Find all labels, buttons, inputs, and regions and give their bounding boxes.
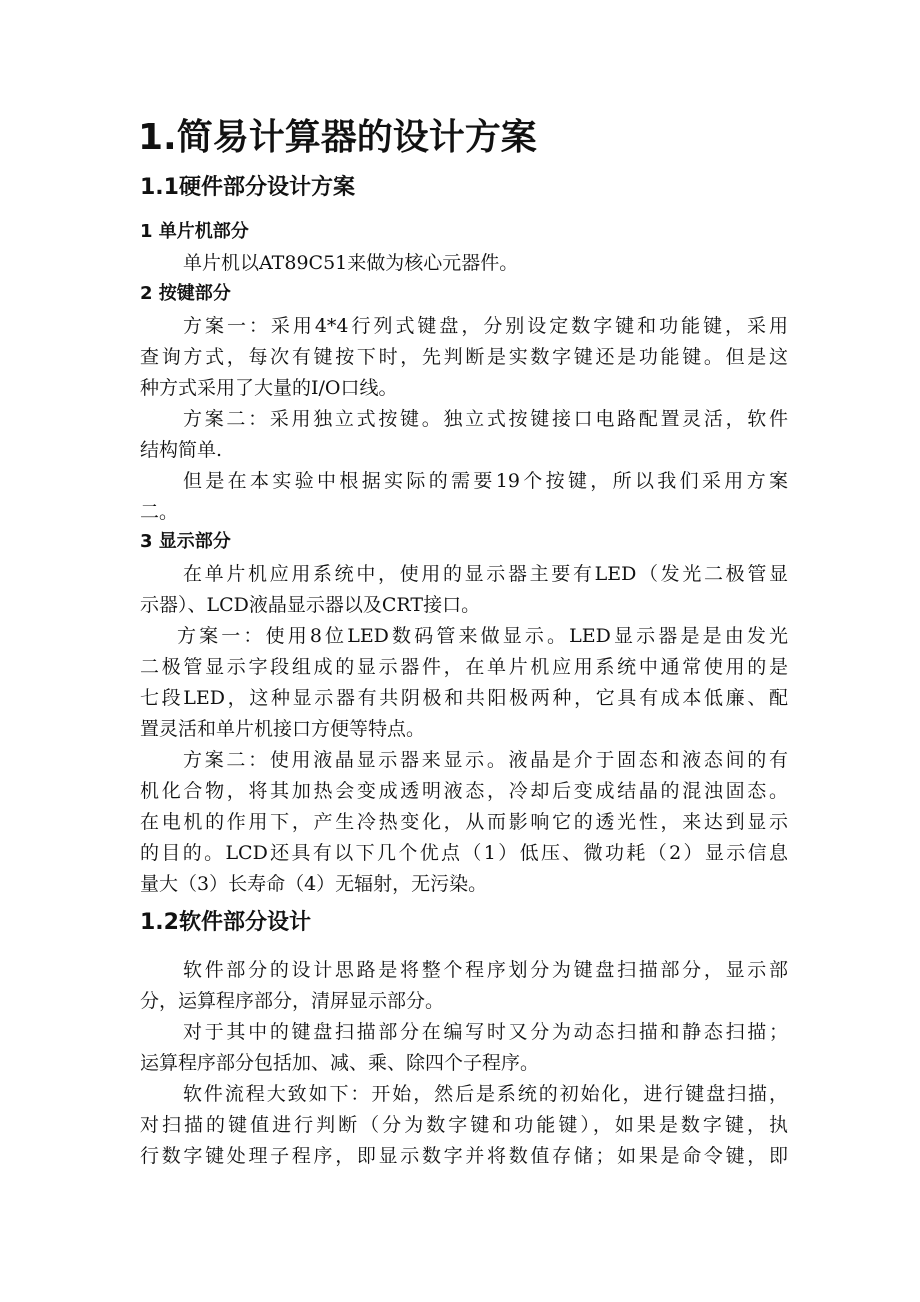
- paragraph-line: 示器）、LCD液晶显示器以及CRT接口。: [140, 594, 481, 616]
- paragraph-line: 运算程序部分包括加、减、乘、除四个子程序。: [140, 1052, 540, 1074]
- document-title: 1.简易计算器的设计方案: [138, 117, 537, 158]
- paragraph-line: 量大（3）长寿命（4）无辐射，无污染。: [140, 873, 488, 895]
- paragraph-line: 结构简单.: [140, 439, 223, 461]
- paragraph-line: 二。: [140, 501, 179, 523]
- paragraph-line: 方案二：使用液晶显示器来显示。液晶是介于固态和液态间的有: [183, 749, 788, 771]
- paragraph-line: 分，运算程序部分，清屏显示部分。: [140, 990, 445, 1012]
- paragraph-line: 置灵活和单片机接口方便等特点。: [140, 718, 426, 740]
- paragraph-line: 查询方式，每次有键按下时，先判断是实数字键还是功能键。但是这: [140, 346, 788, 368]
- paragraph-line: 对于其中的键盘扫描部分在编写时又分为动态扫描和静态扫描；: [183, 1021, 788, 1043]
- paragraph-line: 机化合物，将其加热会变成透明液态，冷却后变成结晶的混浊固态。: [140, 780, 788, 802]
- subsection-heading-display: 3 显示部分: [140, 531, 231, 552]
- paragraph-line: 软件部分的设计思路是将整个程序划分为键盘扫描部分，显示部: [183, 959, 788, 981]
- subsection-heading-keys: 2 按键部分: [140, 283, 231, 304]
- paragraph-line: 的目的。LCD还具有以下几个优点（1）低压、微功耗（2）显示信息: [140, 842, 788, 864]
- section-heading-software: 1.2软件部分设计: [140, 910, 311, 935]
- paragraph-line: 行数字键处理子程序，即显示数字并将数值存储；如果是命令键，即: [140, 1145, 788, 1167]
- paragraph-line: 但是在本实验中根据实际的需要19个按键，所以我们采用方案: [183, 470, 788, 492]
- paragraph-line: 单片机以AT89C51来做为核心元器件。: [183, 252, 519, 274]
- paragraph-line: 软件流程大致如下：开始，然后是系统的初始化，进行键盘扫描，: [183, 1083, 788, 1105]
- paragraph-line: 方案二：采用独立式按键。独立式按键接口电路配置灵活，软件: [183, 408, 788, 430]
- paragraph-line: 在电机的作用下，产生冷热变化，从而影响它的透光性，来达到显示: [140, 811, 788, 833]
- paragraph-line: 二极管显示字段组成的显示器件，在单片机应用系统中通常使用的是: [140, 656, 788, 678]
- paragraph-line: 方案一：采用4*4行列式键盘，分别设定数字键和功能键，采用: [183, 315, 788, 337]
- paragraph-line: 在单片机应用系统中，使用的显示器主要有LED（发光二极管显: [183, 563, 788, 585]
- paragraph-line: 种方式采用了大量的I/O口线。: [140, 377, 398, 399]
- subsection-heading-mcu: 1 单片机部分: [140, 221, 249, 242]
- paragraph-line: 方案一：使用8位LED数码管来做显示。LED显示器是是由发光: [177, 625, 788, 647]
- paragraph-line: 对扫描的键值进行判断（分为数字键和功能键），如果是数字键，执: [140, 1114, 788, 1136]
- paragraph-line: 七段LED，这种显示器有共阴极和共阳极两种，它具有成本低廉、配: [140, 687, 788, 709]
- section-heading-hardware: 1.1硬件部分设计方案: [140, 175, 355, 200]
